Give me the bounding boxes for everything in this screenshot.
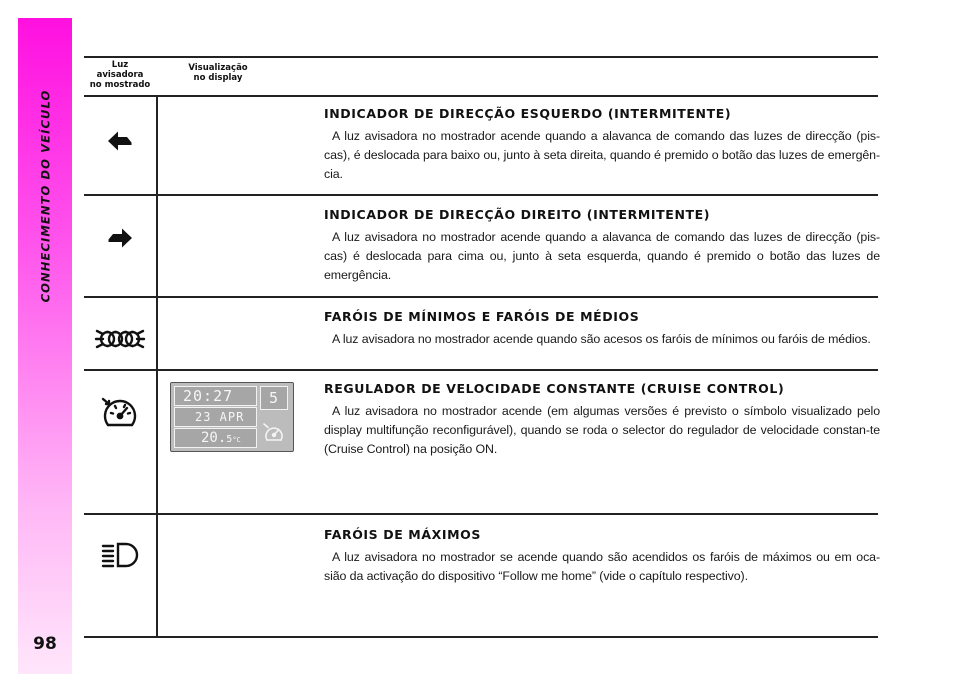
display-gear-box bbox=[260, 386, 288, 410]
right-arrow-icon bbox=[84, 223, 156, 253]
table-rule bbox=[84, 636, 878, 638]
sidebar bbox=[18, 18, 72, 674]
table-rule bbox=[84, 56, 878, 58]
list-item bbox=[324, 527, 880, 586]
table-rule bbox=[84, 95, 878, 97]
column-divider bbox=[156, 96, 158, 637]
left-arrow-icon bbox=[84, 126, 156, 156]
display-temperature-box bbox=[174, 428, 257, 448]
display-cruise-control-icon bbox=[260, 419, 288, 445]
list-item bbox=[324, 207, 880, 285]
table-rule bbox=[84, 513, 878, 515]
side-lights-icon bbox=[84, 322, 156, 356]
table-rule bbox=[84, 296, 878, 298]
entry-text: A luz avisadora no mostrador acende (em algumas versões é previsto o símbolo visualizado pelo display multifunção reconfigurável), quando se roda o selector do regulador de velocidade constan-te (Cruise Control) na posição ON. bbox=[324, 404, 880, 456]
table-rule bbox=[84, 194, 878, 196]
entry-title: FARÓIS DE MÁXIMOS bbox=[324, 527, 481, 542]
high-beam-icon bbox=[84, 538, 156, 572]
list-item bbox=[324, 309, 880, 349]
section-title: CONHECIMENTO DO VEÍCULO bbox=[38, 89, 53, 303]
column-header-warning-light: Luz avisadora no mostrado bbox=[89, 60, 151, 90]
display-time: 20:27 bbox=[183, 387, 234, 405]
table-rule bbox=[84, 369, 878, 371]
multifunction-display bbox=[170, 382, 294, 452]
display-gear: 5 bbox=[269, 389, 279, 407]
list-item bbox=[324, 381, 880, 459]
entry-title: REGULADOR DE VELOCIDADE CONSTANTE (CRUISE CONTROL) bbox=[324, 381, 785, 396]
entry-title: INDICADOR DE DIRECÇÃO ESQUERDO (INTERMITENTE) bbox=[324, 106, 732, 121]
entry-text: A luz avisadora no mostrador acende quando são acesos os faróis de mínimos ou faróis de médios. bbox=[332, 332, 871, 346]
entry-title: FARÓIS DE MÍNIMOS E FARÓIS DE MÉDIOS bbox=[324, 309, 640, 324]
entry-text: A luz avisadora no mostrador se acende quando são acendidos os faróis de máximos ou em oca-sião da activação do dispositivo “Follow me home” (vide o capítulo respectivo). bbox=[324, 550, 880, 583]
entry-title: INDICADOR DE DIRECÇÃO DIREITO (INTERMITENTE) bbox=[324, 207, 711, 222]
cruise-control-icon bbox=[84, 390, 156, 432]
entry-text: A luz avisadora no mostrador acende quando a alavanca de comando das luzes de direcção (pis-cas), é deslocada para baixo ou, junto à seta direita, quando é premido o botão das luzes de emergên-cia. bbox=[324, 129, 880, 181]
display-date-box bbox=[174, 407, 257, 427]
display-date: 23 APR bbox=[195, 410, 245, 424]
page-number: 98 bbox=[33, 634, 57, 654]
column-header-display: Visualização no display bbox=[188, 63, 248, 83]
entry-text: A luz avisadora no mostrador acende quando a alavanca de comando das luzes de direcção (pis-cas) é deslocada para cima ou, junto à seta esquerda, quando é premido o botão das luzes de emergência. bbox=[324, 230, 880, 282]
display-temperature: 20.5°C bbox=[201, 430, 241, 446]
display-time-box bbox=[174, 386, 257, 406]
list-item bbox=[324, 106, 880, 184]
